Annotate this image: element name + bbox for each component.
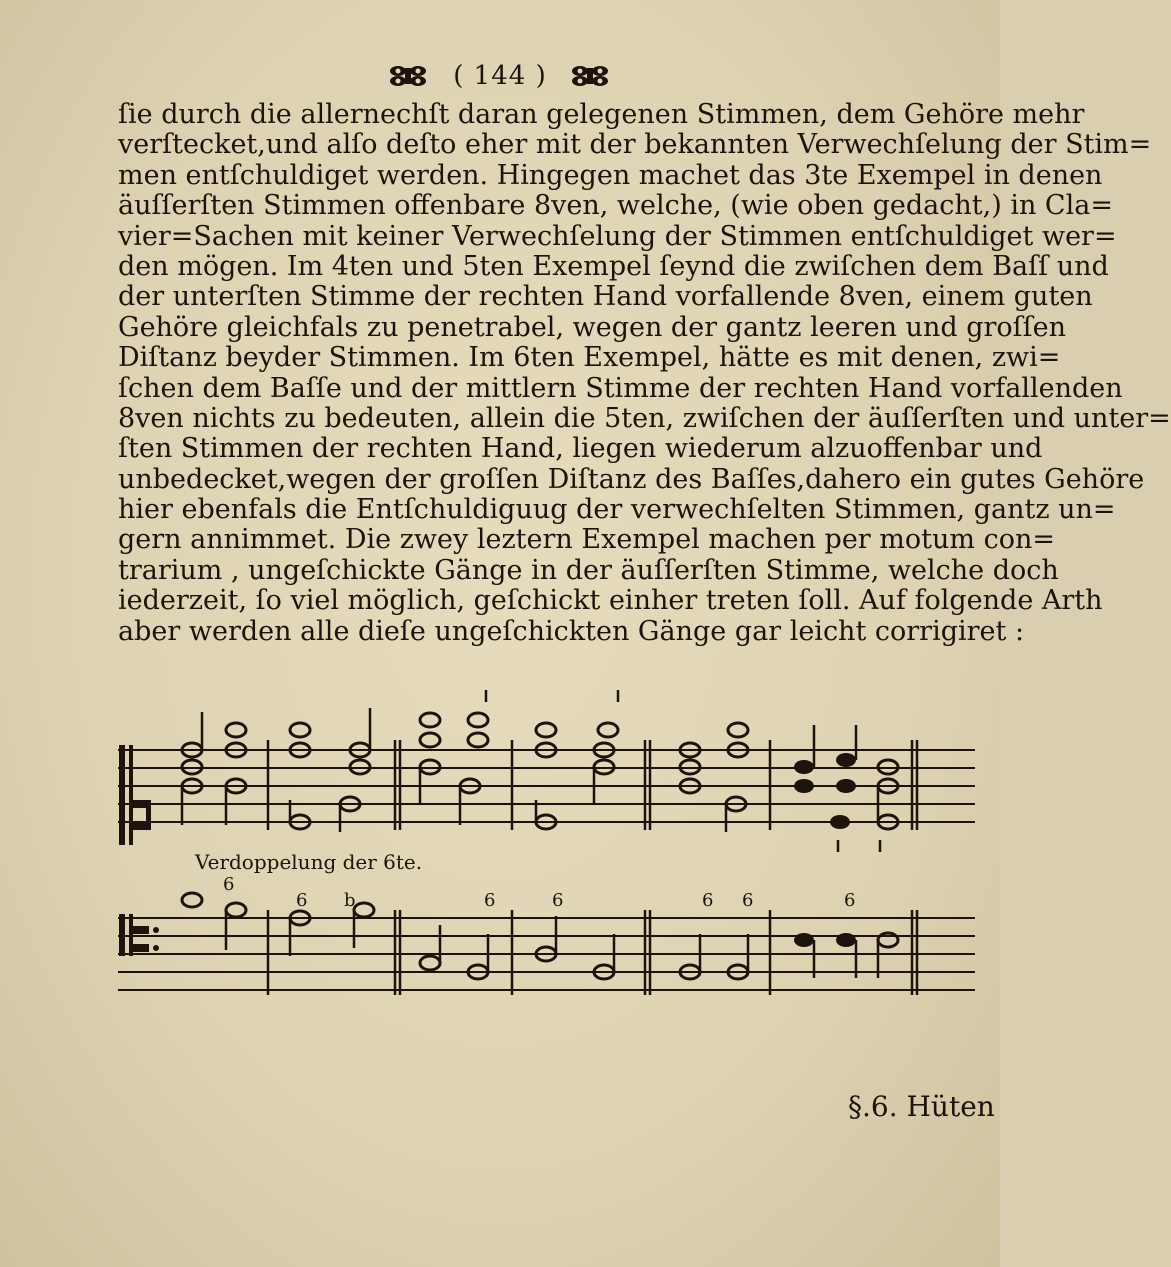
upper-stems: [182, 690, 880, 852]
figured-bass: [223, 874, 855, 911]
half-note: [354, 903, 374, 917]
half-note: [728, 723, 748, 737]
text-line: gern annimmet. Die zwey leztern Exempel machen per motum con=: [118, 524, 1055, 556]
text-line: verſtecket,und alſo deſto eher mit der bekannten Verwechſelung der Stim=: [118, 129, 1152, 161]
quarter-note: [836, 753, 856, 767]
half-note: [420, 956, 440, 970]
text-line: äuſſerſten Stimmen offenbare 8ven, welche, (wie oben gedacht,) in Cla=: [118, 190, 1113, 222]
quarter-note: [830, 815, 850, 829]
half-note: [468, 733, 488, 747]
figure: 6: [844, 890, 856, 911]
text-line: ſten Stimmen der rechten Hand, liegen wiederum alzuoffenbar und: [118, 433, 1043, 465]
lower-stems: [226, 910, 878, 978]
half-note: [536, 723, 556, 737]
figure: 6: [702, 890, 714, 911]
text-line: vier=Sachen mit keiner Verwechſelung der Stimmen entſchuldiget wer=: [118, 220, 1117, 252]
figure: b: [344, 890, 356, 911]
lower-staff: [118, 918, 975, 990]
text-line: men entſchuldiget werden. Hingegen machet das 3te Exempel in denen: [118, 159, 1103, 191]
quarter-note: [794, 760, 814, 774]
figure: 6: [223, 874, 235, 895]
half-note: [468, 713, 488, 727]
half-note: [182, 893, 202, 907]
text-line: unbedecket,wegen der groſſen Diſtanz des Baſſes,dahero ein gutes Gehöre: [118, 463, 1145, 495]
soprano-clef-icon: [119, 745, 151, 845]
example-label: Verdoppelung der 6te.: [195, 850, 423, 874]
text-line: 8ven nichts zu bedeuten, allein die 5ten, zwiſchen der äuſſerſten und unter=: [118, 402, 1171, 434]
text-line: iederzeit, ſo viel möglich, geſchickt einher treten ſoll. Auf folgende Arth: [118, 585, 1103, 617]
quarter-note: [836, 779, 856, 793]
page-number: ( 144 ): [453, 61, 547, 91]
text-line: Diſtanz beyder Stimmen. Im 6ten Exempel, hätte es mit denen, zwi=: [118, 342, 1061, 374]
text-line: den mögen. Im 4ten und 5ten Exempel ſeynd die zwiſchen dem Baſſ und: [118, 250, 1109, 282]
lower-barlines: [268, 910, 917, 995]
text-line: ſie durch die allernechſt daran gelegenen Stimmen, dem Gehöre mehr: [118, 99, 1085, 130]
quarter-note: [836, 933, 856, 947]
half-note: [226, 723, 246, 737]
text-line: aber werden alle dieſe ungeſchickten Gänge gar leicht corrigiret :: [118, 615, 1025, 647]
half-note: [226, 903, 246, 917]
quarter-note: [794, 933, 814, 947]
quarter-note: [794, 779, 814, 793]
text-line: hier ebenfals die Entſchuldiguug der verwechſelten Stimmen, gantz un=: [118, 494, 1116, 526]
text-line: ſchen dem Baſſe und der mittlern Stimme der rechten Hand vorfallenden: [118, 372, 1123, 404]
half-note: [420, 713, 440, 727]
catchword: §.6. Hüten: [848, 1090, 995, 1123]
half-note: [290, 723, 310, 737]
text-line: Gehöre gleichfals zu penetrabel, wegen der gantz leeren und groſſen: [118, 311, 1067, 343]
text-line: der unterſten Stimme der rechten Hand vorfallende 8ven, einem guten: [118, 281, 1093, 313]
half-note: [420, 733, 440, 747]
figure: 6: [484, 890, 496, 911]
figure: 6: [296, 890, 308, 911]
upper-filled-notes: [794, 753, 856, 829]
text-line: trarium , ungeſchickte Gänge in der äuſſerſten Stimme, welche doch: [118, 554, 1059, 586]
figure: 6: [552, 890, 564, 911]
half-note: [598, 723, 618, 737]
figure: 6: [742, 890, 754, 911]
